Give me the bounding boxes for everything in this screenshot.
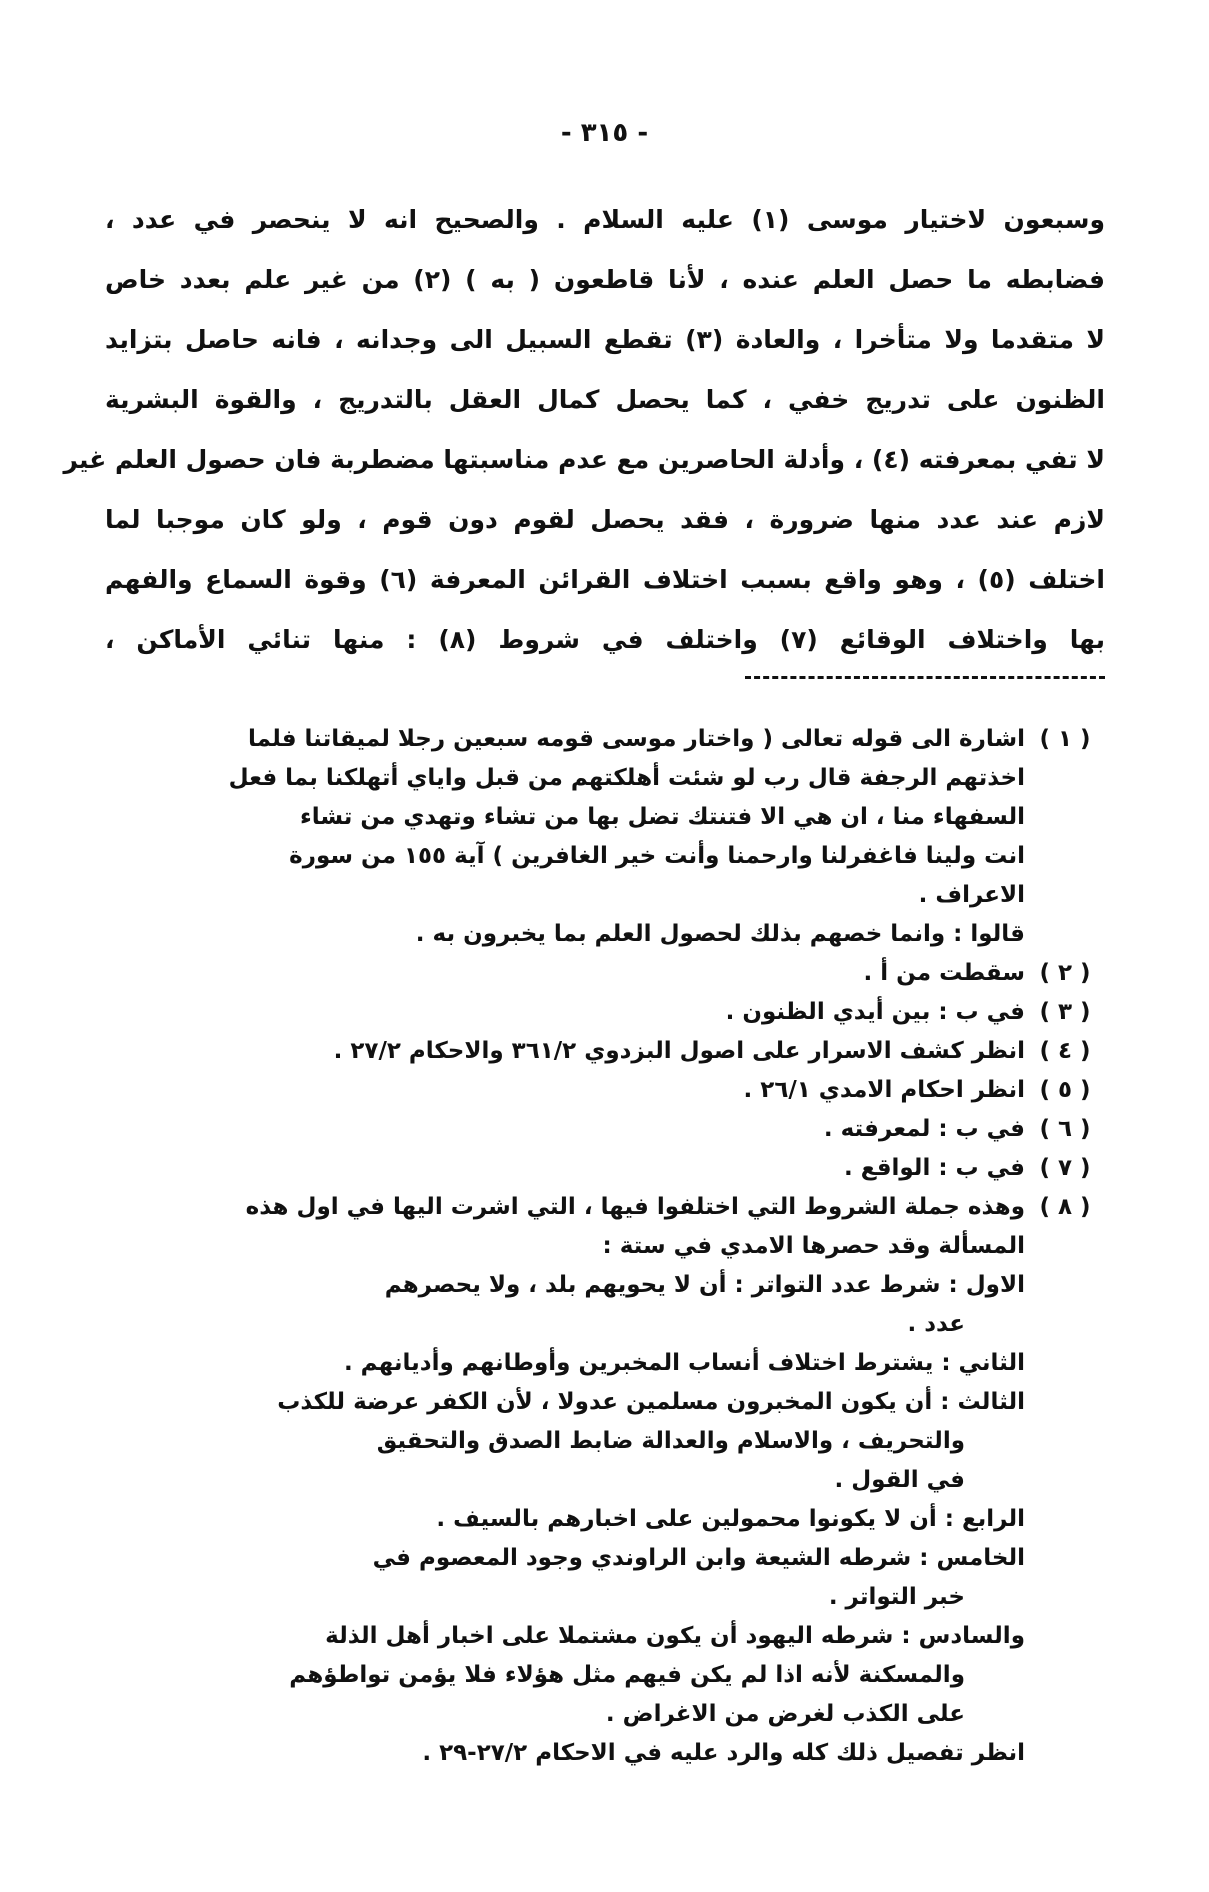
footnote-divider: [745, 676, 1105, 679]
footnote-number: ( ٤ ): [1039, 1038, 1091, 1064]
footnote-number: ( ٦ ): [1039, 1116, 1091, 1142]
condition-line: والمسكنة لأنه اذا لم يكن فيهم مثل هؤلاء فلا يؤمن تواطؤهم: [289, 1662, 965, 1688]
footnote-line: قالوا : وانما خصهم بذلك لحصول العلم بما يخبرون به .: [415, 921, 1025, 947]
footnote-item: [105, 1110, 1105, 1149]
footnote-line: السفهاء منا ، ان هي الا فتنتك تضل بها من تشاء وتهدي من تشاء: [299, 804, 1025, 830]
condition-item: [105, 1383, 1025, 1500]
footnote-line: اخذتهم الرجفة قال رب لو شئت أهلكتهم من قبل واياي أتهلكنا بما فعل: [228, 765, 1025, 791]
footnote-line: في ب : لمعرفته .: [823, 1116, 1025, 1142]
footnote-line: انظر كشف الاسرار على اصول البزدوي ٣٦١/٢ والاحكام ٢٧/٢ .: [333, 1038, 1025, 1064]
footnote-item: [105, 954, 1105, 993]
footnote-number: ( ١ ): [1039, 726, 1091, 752]
condition-line: والسادس : شرطه اليهود أن يكون مشتملا على اخبار أهل الذلة: [325, 1623, 1025, 1649]
body-paragraph: [63, 190, 1106, 670]
body-line: لا تفي بمعرفته (٤) ، وأدلة الحاصرين مع عدم مناسبتها مضطربة فان حصول العلم غير: [63, 445, 1105, 474]
footnote-line: في ب : بين أيدي الظنون .: [725, 999, 1025, 1025]
footnote-item: [105, 720, 1105, 954]
footnote-line: وهذه جملة الشروط التي اختلفوا فيها ، التي اشرت اليها في اول هذه: [245, 1194, 1025, 1220]
footnote-line: انظر احكام الامدي ٢٦/١ .: [743, 1077, 1025, 1103]
condition-item: [105, 1617, 1025, 1734]
body-line: وسبعون لاختيار موسى (١) عليه السلام . والصحيح انه لا ينحصر في عدد ،: [105, 205, 1106, 234]
footnote-text: [105, 1032, 1025, 1071]
condition-line: خبر التواتر .: [828, 1584, 965, 1610]
footnote-item: [105, 1149, 1105, 1188]
footnote-number: ( ٥ ): [1039, 1077, 1091, 1103]
footnote-line: في ب : الواقع .: [843, 1155, 1025, 1181]
condition-item: [105, 1539, 1025, 1617]
conditions-list: [105, 1266, 1105, 1773]
footnote-text: [105, 1188, 1025, 1266]
condition-line: الثاني : يشترط اختلاف أنساب المخبرين وأوطانهم وأديانهم .: [343, 1350, 1025, 1376]
condition-line: الاول : شرط عدد التواتر : أن لا يحويهم بلد ، ولا يحصرهم: [384, 1272, 1025, 1298]
footnote-item: [105, 1188, 1105, 1266]
condition-line: في القول .: [834, 1467, 965, 1493]
body-line: لا متقدما ولا متأخرا ، والعادة (٣) تقطع السبيل الى وجدانه ، فانه حاصل بتزايد: [105, 325, 1105, 354]
footnote-line: المسألة وقد حصرها الامدي في ستة :: [602, 1233, 1025, 1259]
footnote-number: ( ٨ ): [1039, 1194, 1091, 1220]
footnote-text: [105, 993, 1025, 1032]
body-line: اختلف (٥) ، وهو واقع بسبب اختلاف القرائن المعرفة (٦) وقوة السماع والفهم: [105, 565, 1105, 594]
body-line: لازم عند عدد منها ضرورة ، فقد يحصل لقوم دون قوم ، ولو كان موجبا لما: [105, 505, 1105, 534]
condition-item: [105, 1500, 1025, 1539]
footnote-number: ( ٣ ): [1039, 999, 1091, 1025]
footnote-number: ( ٢ ): [1039, 960, 1091, 986]
condition-line: عدد .: [907, 1311, 965, 1337]
footnote-item: [105, 1032, 1105, 1071]
body-line: بها واختلاف الوقائع (٧) واختلف في شروط (٨) : منها تنائي الأماكن ،: [105, 625, 1105, 654]
footnote-text: [105, 1071, 1025, 1110]
footnote-line: سقطت من أ .: [863, 960, 1025, 986]
condition-line: الخامس : شرطه الشيعة وابن الراوندي وجود المعصوم في: [372, 1545, 1025, 1571]
footnote-text: [105, 1149, 1025, 1188]
footnote-line: انت ولينا فاغفرلنا وارحمنا وأنت خير الغافرين ) آية ١٥٥ من سورة: [289, 843, 1025, 869]
closing-reference: انظر تفصيل ذلك كله والرد عليه في الاحكام ٢٧/٢-٢٩ .: [422, 1740, 1025, 1766]
condition-line: الرابع : أن لا يكونوا محمولين على اخبارهم بالسيف .: [436, 1506, 1025, 1532]
condition-item: [105, 1266, 1025, 1344]
footnote-text: [105, 954, 1025, 993]
condition-line: الثالث : أن يكون المخبرون مسلمين عدولا ، لأن الكفر عرضة للكذب: [277, 1389, 1025, 1415]
condition-line: على الكذب لغرض من الاغراض .: [605, 1701, 965, 1727]
footnote-text: [105, 1110, 1025, 1149]
condition-item: [105, 1344, 1025, 1383]
footnotes: [105, 720, 1105, 1773]
body-line: الظنون على تدريج خفي ، كما يحصل كمال العقل بالتدريج ، والقوة البشرية: [105, 385, 1105, 414]
footnote-line: الاعراف .: [918, 882, 1025, 908]
condition-line: والتحريف ، والاسلام والعدالة ضابط الصدق والتحقيق: [376, 1428, 965, 1454]
footnote-item: [105, 993, 1105, 1032]
footnote-text: [105, 720, 1025, 954]
footnote-number: ( ٧ ): [1039, 1155, 1091, 1181]
body-line: فضابطه ما حصل العلم عنده ، لأنا قاطعون ( به ) (٢) من غير علم بعدد خاص: [105, 265, 1105, 294]
footnote-item: [105, 1071, 1105, 1110]
footnote-line: اشارة الى قوله تعالى ( واختار موسى قومه سبعين رجلا لميقاتنا فلما: [248, 726, 1025, 752]
page-number: - ٣١٥ -: [560, 118, 649, 148]
